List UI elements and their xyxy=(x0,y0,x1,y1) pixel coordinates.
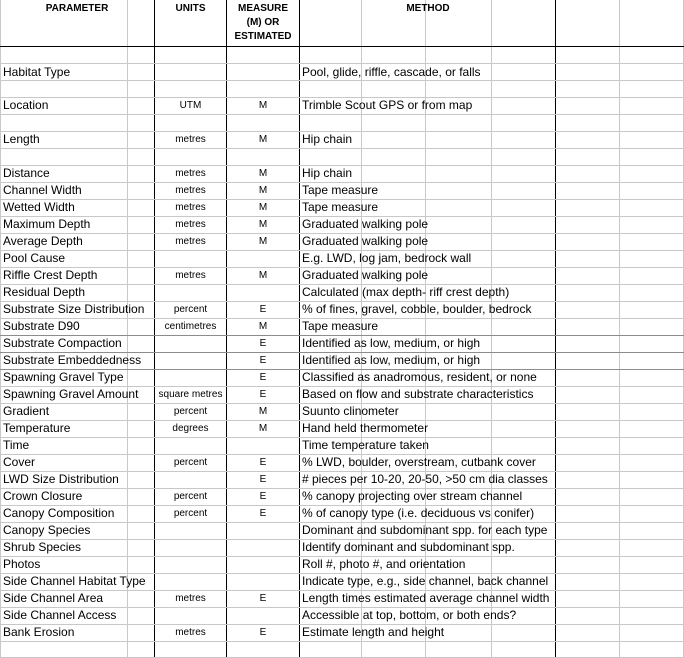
cell-parameter: Wetted Width xyxy=(3,200,75,214)
cell-parameter: Side Channel Habitat Type xyxy=(3,574,146,588)
cell-measure xyxy=(227,64,299,81)
cell-measure: M xyxy=(258,406,268,417)
cell-measure: E xyxy=(259,491,267,502)
cell-method: % of canopy type (i.e. deciduous vs conifer) xyxy=(302,506,535,520)
cell-method: Hand held thermometer xyxy=(302,421,429,435)
cell-measure: E xyxy=(259,304,267,315)
cell-parameter: Substrate Size Distribution xyxy=(3,302,145,316)
cell-units xyxy=(155,352,226,369)
cell-units: metres xyxy=(175,236,206,247)
cell-parameter: Length xyxy=(3,132,40,146)
cell-units: percent xyxy=(173,508,208,519)
cell-units: metres xyxy=(175,134,206,145)
cell-units: centimetres xyxy=(164,321,217,332)
cell-method: Tape measure xyxy=(302,319,379,333)
cell-parameter: Side Channel Area xyxy=(3,591,104,605)
cell-units: percent xyxy=(173,491,208,502)
cell-method: Based on flow and substrate characteristics xyxy=(302,387,534,401)
cell-method: % canopy projecting over stream channel xyxy=(302,489,523,503)
cell-parameter: Cover xyxy=(3,455,36,469)
cell-measure: M xyxy=(258,423,268,434)
cell-units xyxy=(155,471,226,488)
cell-measure: M xyxy=(258,236,268,247)
cell-measure xyxy=(227,437,299,454)
cell-method: Pool, glide, riffle, cascade, or falls xyxy=(302,65,481,79)
cell-units xyxy=(155,573,226,590)
cell-parameter: LWD Size Distribution xyxy=(3,472,119,486)
grid-row-line xyxy=(0,46,684,47)
cell-method: % of fines, gravel, cobble, boulder, bedrock xyxy=(302,302,532,316)
cell-units: percent xyxy=(173,304,208,315)
grid-column-line xyxy=(299,0,300,658)
cell-method: Hip chain xyxy=(302,166,353,180)
cell-method: Roll #, photo #, and orientation xyxy=(302,557,466,571)
cell-method: Tape measure xyxy=(302,183,379,197)
cell-units xyxy=(155,539,226,556)
cell-units xyxy=(155,250,226,267)
cell-parameter: Average Depth xyxy=(3,234,83,248)
cell-units: metres xyxy=(175,219,206,230)
cell-method: Graduated walking pole xyxy=(302,217,429,231)
cell-method: % LWD, boulder, overstream, cutbank cover xyxy=(302,455,536,469)
cell-units: degrees xyxy=(172,423,209,434)
cell-parameter: Channel Width xyxy=(3,183,82,197)
cell-method: Trimble Scout GPS or from map xyxy=(302,98,473,112)
cell-method: Calculated (max depth- riff crest depth) xyxy=(302,285,510,299)
cell-units: percent xyxy=(173,457,208,468)
cell-units: metres xyxy=(175,202,206,213)
cell-parameter: Substrate Embeddedness xyxy=(3,353,142,367)
cell-units xyxy=(155,437,226,454)
header-measure-line3: ESTIMATED xyxy=(234,31,292,42)
cell-parameter: Shrub Species xyxy=(3,540,82,554)
grid-column-line xyxy=(0,0,1,658)
cell-measure: E xyxy=(259,372,267,383)
cell-method: Tape measure xyxy=(302,200,379,214)
cell-measure: E xyxy=(259,355,267,366)
cell-parameter: Substrate Compaction xyxy=(3,336,122,350)
cell-parameter: Bank Erosion xyxy=(3,625,75,639)
cell-measure xyxy=(227,573,299,590)
grid-row-line xyxy=(0,114,684,115)
cell-parameter: Habitat Type xyxy=(3,65,71,79)
cell-parameter: Crown Closure xyxy=(3,489,83,503)
cell-measure: M xyxy=(258,134,268,145)
cell-method: Time temperature taken xyxy=(302,438,429,452)
cell-units xyxy=(155,64,226,81)
cell-method: E.g. LWD, log jam, bedrock wall xyxy=(302,251,472,265)
cell-measure xyxy=(227,539,299,556)
cell-parameter: Distance xyxy=(3,166,50,180)
cell-units xyxy=(155,607,226,624)
cell-measure: E xyxy=(259,474,267,485)
cell-units xyxy=(155,522,226,539)
cell-method: Length times estimated average channel width xyxy=(302,591,550,605)
cell-units xyxy=(155,284,226,301)
cell-method: Identify dominant and subdominant spp. xyxy=(302,540,515,554)
cell-parameter: Temperature xyxy=(3,421,71,435)
cell-measure xyxy=(227,607,299,624)
cell-parameter: Gradient xyxy=(3,404,50,418)
cell-parameter: Side Channel Access xyxy=(3,608,117,622)
header-units: UNITS xyxy=(175,3,206,14)
cell-method: Suunto clinometer xyxy=(302,404,399,418)
cell-units: square metres xyxy=(158,389,223,400)
cell-method: Indicate type, e.g., side channel, back channel xyxy=(302,574,549,588)
cell-method: Classified as anadromous, resident, or none xyxy=(302,370,537,384)
cell-measure xyxy=(227,250,299,267)
header-measure xyxy=(227,2,299,44)
cell-parameter: Spawning Gravel Type xyxy=(3,370,124,384)
cell-measure: M xyxy=(258,185,268,196)
cell-parameter: Riffle Crest Depth xyxy=(3,268,98,282)
cell-parameter: Location xyxy=(3,98,49,112)
cell-units: UTM xyxy=(179,100,202,111)
cell-units: metres xyxy=(175,270,206,281)
cell-measure: E xyxy=(259,338,267,349)
cell-measure: E xyxy=(259,627,267,638)
cell-parameter: Residual Depth xyxy=(3,285,86,299)
cell-measure: M xyxy=(258,219,268,230)
cell-parameter: Canopy Composition xyxy=(3,506,115,520)
cell-parameter: Maximum Depth xyxy=(3,217,91,231)
cell-units xyxy=(155,556,226,573)
grid-row-line xyxy=(0,641,684,642)
cell-method: Estimate length and height xyxy=(302,625,445,639)
cell-units: percent xyxy=(173,406,208,417)
header-measure-line2: (M) OR xyxy=(246,17,280,28)
cell-method: Graduated walking pole xyxy=(302,234,429,248)
cell-units: metres xyxy=(175,185,206,196)
cell-method: Identified as low, medium, or high xyxy=(302,336,481,350)
cell-measure: M xyxy=(258,168,268,179)
cell-method: Identified as low, medium, or high xyxy=(302,353,481,367)
cell-measure: E xyxy=(259,508,267,519)
cell-parameter: Time xyxy=(3,438,30,452)
cell-method: Dominant and subdominant spp. for each type xyxy=(302,523,548,537)
cell-parameter: Pool Cause xyxy=(3,251,66,265)
cell-measure: E xyxy=(259,389,267,400)
cell-parameter: Canopy Species xyxy=(3,523,91,537)
cell-measure xyxy=(227,284,299,301)
header-parameter: PARAMETER xyxy=(45,3,109,14)
cell-measure: M xyxy=(258,100,268,111)
cell-method: Accessible at top, bottom, or both ends? xyxy=(302,608,517,622)
cell-measure: E xyxy=(259,457,267,468)
cell-units: metres xyxy=(175,168,206,179)
grid-row-line xyxy=(0,148,684,149)
header-method: METHOD xyxy=(406,3,450,14)
cell-measure: M xyxy=(258,202,268,213)
cell-method: Graduated walking pole xyxy=(302,268,429,282)
cell-parameter: Spawning Gravel Amount xyxy=(3,387,139,401)
cell-measure xyxy=(227,556,299,573)
cell-parameter: Substrate D90 xyxy=(3,319,80,333)
header-measure-line1: MEASURE xyxy=(237,3,288,14)
cell-measure: E xyxy=(259,593,267,604)
cell-method: # pieces per 10-20, 20-50, >50 cm dia classes xyxy=(302,472,548,486)
cell-measure xyxy=(227,522,299,539)
cell-units xyxy=(155,335,226,352)
cell-parameter: Photos xyxy=(3,557,41,571)
cell-units: metres xyxy=(175,593,206,604)
cell-units xyxy=(155,369,226,386)
cell-measure: M xyxy=(258,270,268,281)
cell-method: Hip chain xyxy=(302,132,353,146)
cell-units: metres xyxy=(175,627,206,638)
cell-measure: M xyxy=(258,321,268,332)
